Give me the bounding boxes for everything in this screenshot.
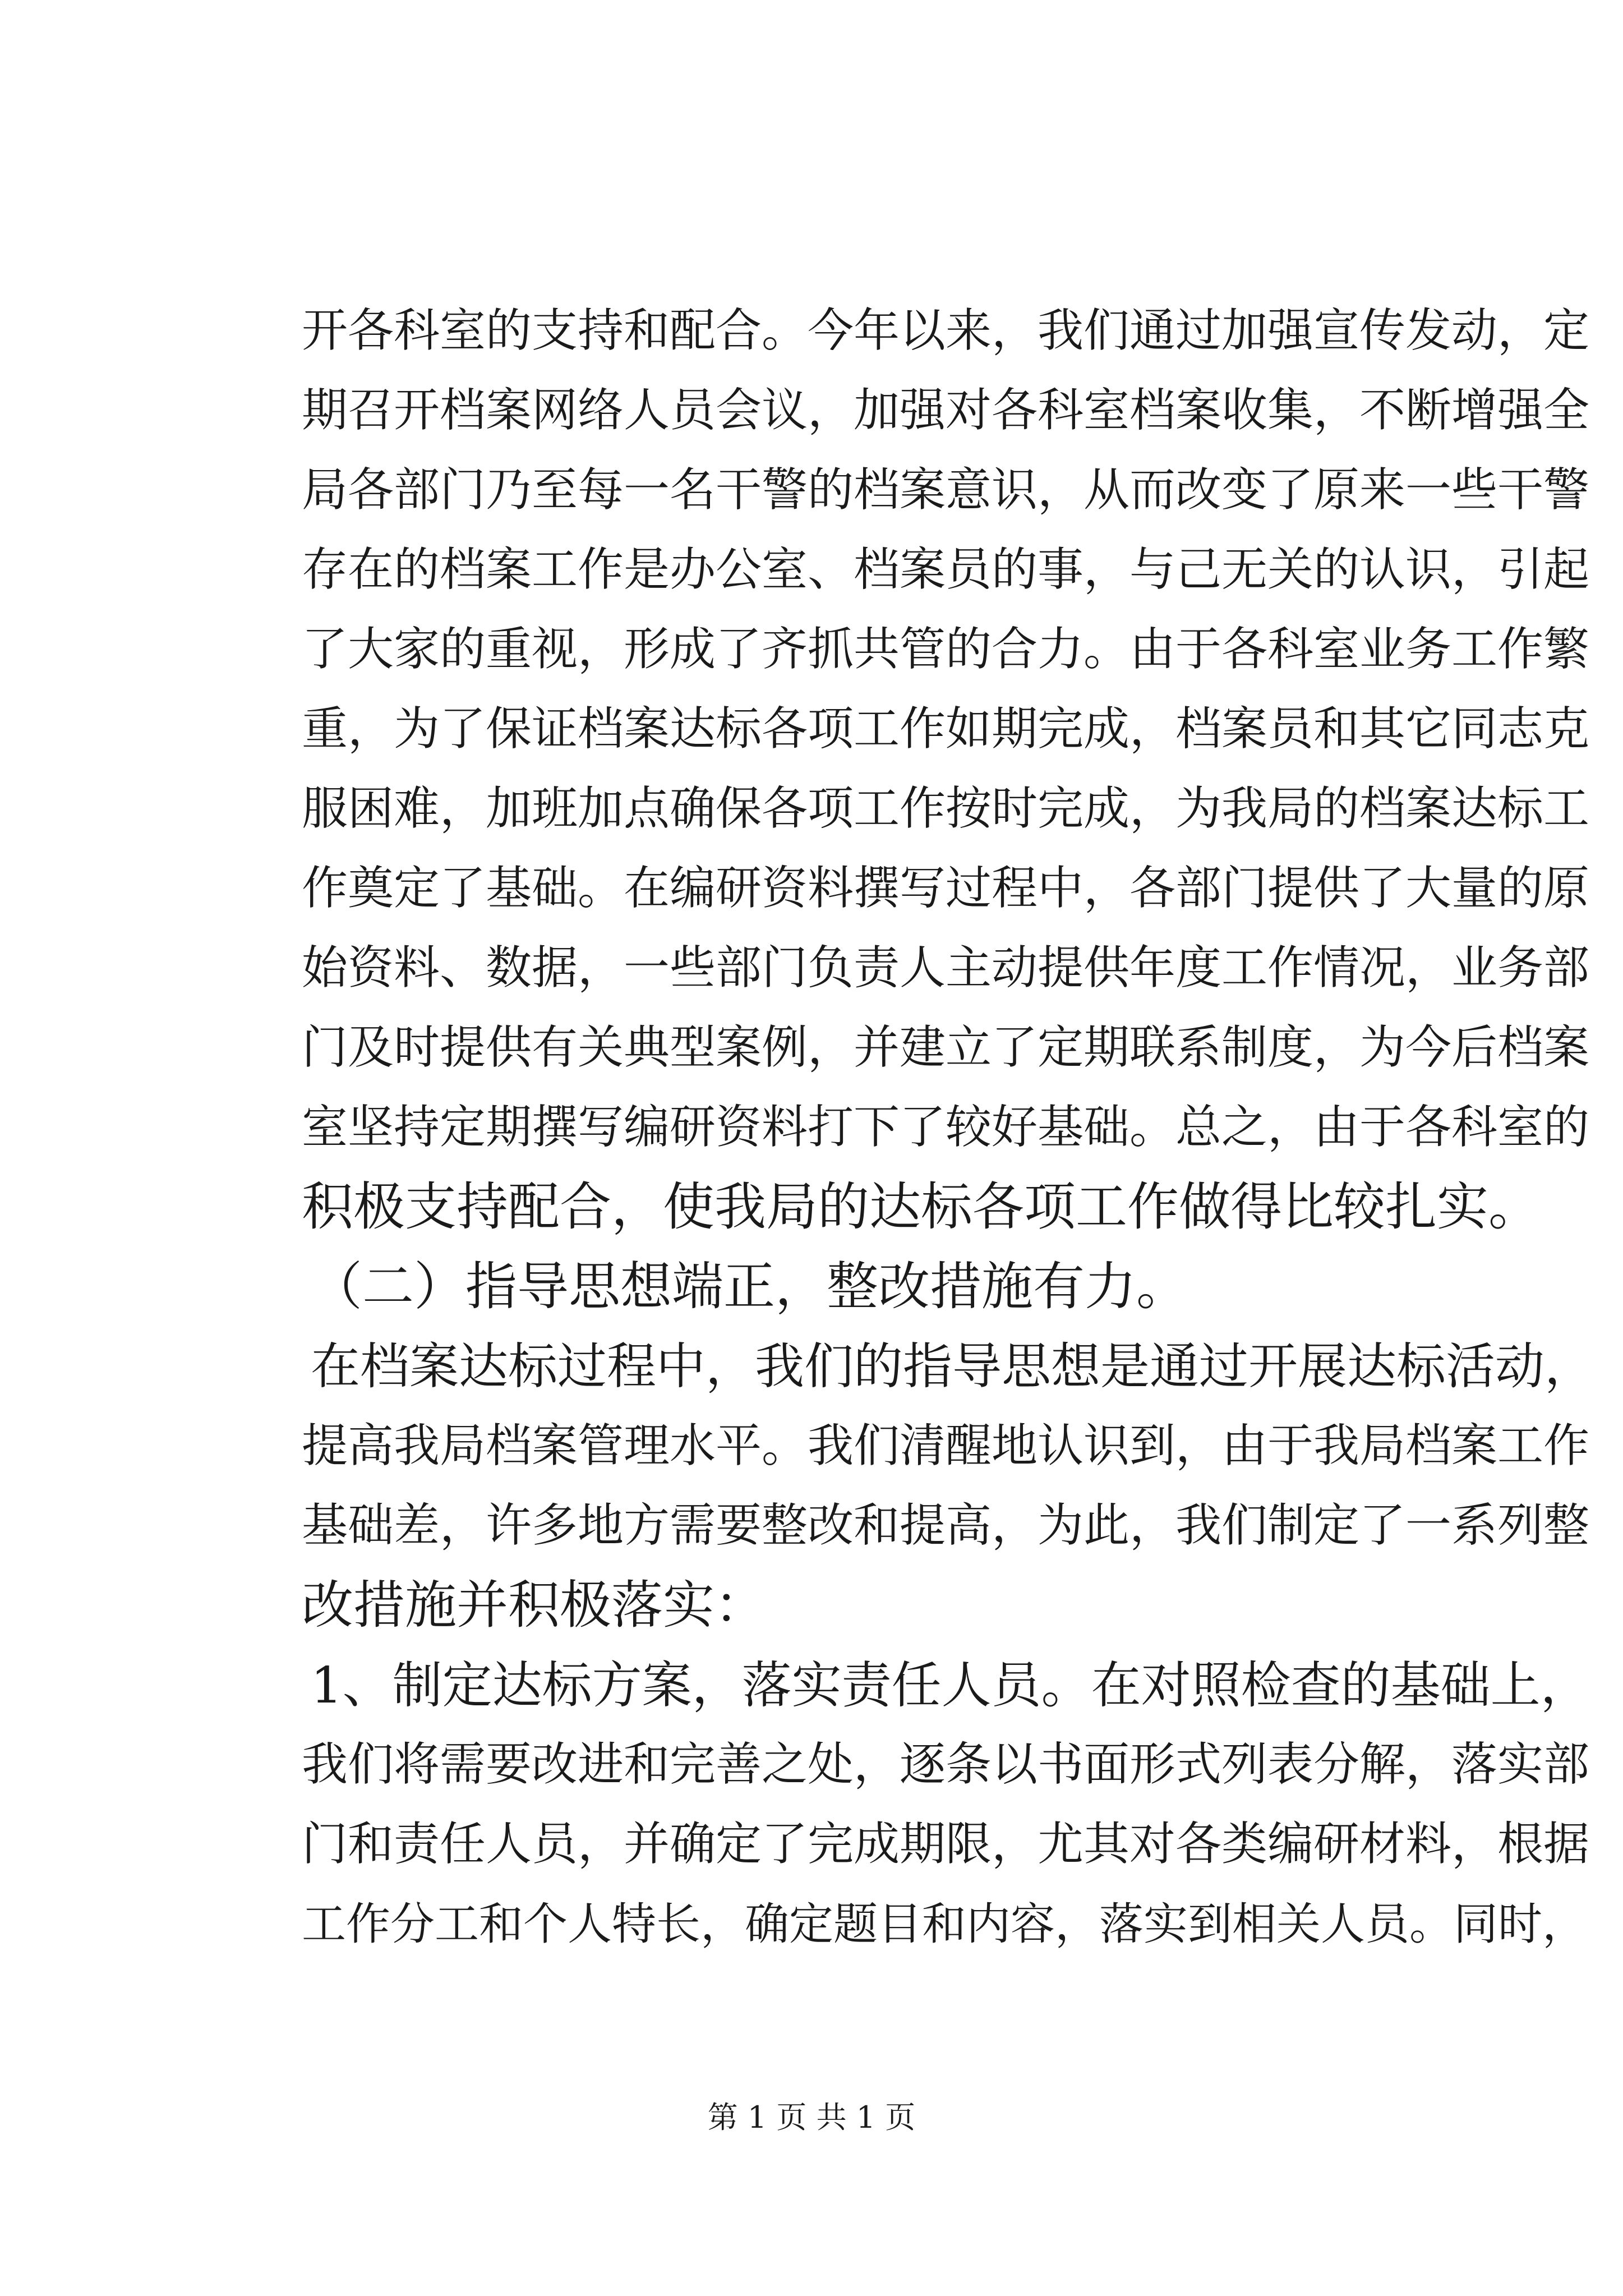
text-line: 开各科室的支持和配合。今年以来，我们通过加强宣传发动，定 xyxy=(302,304,1590,357)
text-line: 门及时提供有关典型案例，并建立了定期联系制度，为今后档案 xyxy=(302,1021,1590,1074)
text-line: 门和责任人员，并确定了完成期限，尤其对各类编研材料，根据 xyxy=(302,1818,1590,1871)
text-line: 室坚持定期撰写编研资料打下了较好基础。总之，由于各科室的 xyxy=(302,1101,1590,1154)
page-number-footer: 第 1 页 共 1 页 xyxy=(707,2100,916,2135)
section-heading: （二）指导思想端正，整改措施有力。 xyxy=(311,1257,1188,1317)
text-line: 了大家的重视，形成了齐抓共管的合力。由于各科室业务工作繁 xyxy=(302,623,1590,676)
text-line: 在档案达标过程中，我们的指导思想是通过开展达标活动， xyxy=(311,1337,1594,1395)
text-line: 改措施并积极落实： xyxy=(302,1575,767,1635)
text-line: 积极支持配合，使我局的达标各项工作做得比较扎实。 xyxy=(302,1177,1541,1237)
text-line: 作奠定了基础。在编研资料撰写过程中，各部门提供了大量的原 xyxy=(302,862,1590,915)
text-line: 基础差，许多地方需要整改和提高，为此，我们制定了一系列整 xyxy=(302,1499,1590,1552)
text-line: 始资料、数据，一些部门负责人主动提供年度工作情况，业务部 xyxy=(302,941,1590,995)
text-line: 存在的档案工作是办公室、档案员的事，与己无关的认识，引起 xyxy=(302,543,1590,596)
text-line: 局各部门乃至每一名干警的档案意识，从而改变了原来一些干警 xyxy=(302,463,1590,517)
text-line: 工作分工和个人特长，确定题目和内容，落实到相关人员。同时， xyxy=(302,1898,1587,1950)
text-line: 服困难，加班加点确保各项工作按时完成，为我局的档案达标工 xyxy=(302,782,1590,835)
text-line: 提高我局档案管理水平。我们清醒地认识到，由于我局档案工作 xyxy=(302,1419,1590,1473)
text-line: 重，为了保证档案达标各项工作如期完成，档案员和其它同志克 xyxy=(302,702,1590,756)
text-line: 我们将需要改进和完善之处，逐条以书面形式列表分解，落实部 xyxy=(302,1738,1590,1791)
text-line: 期召开档案网络人员会议，加强对各科室档案收集，不断增强全 xyxy=(302,384,1590,437)
list-item-heading: 1、制定达标方案，落实责任人员。在对照检查的基础上， xyxy=(311,1656,1590,1714)
